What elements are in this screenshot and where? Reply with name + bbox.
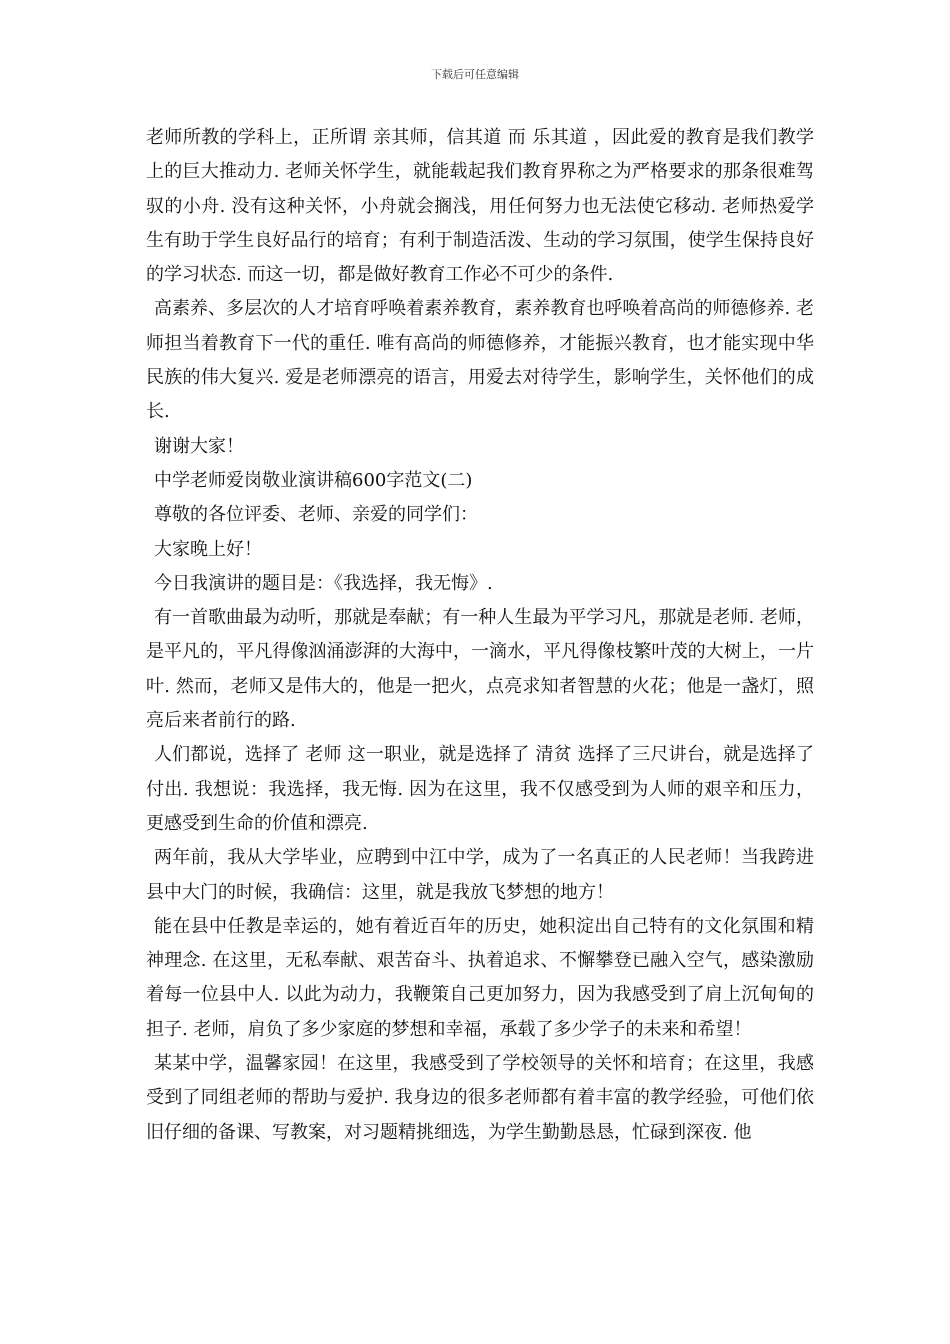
- paragraph: 今日我演讲的题目是：《我选择，我无悔》.: [154, 572, 493, 594]
- document-body: [146, 121, 814, 1150]
- paragraph: 尊敬的各位评委、老师、亲爱的同学们：: [154, 504, 478, 526]
- paragraph: 某某中学，温馨家园！在这里，我感受到了学校领导的关怀和培育；在这里，我感受到了同组老师的帮助与爱护. 我身边的很多老师都有着丰富的教学经验，可他们依旧仔细的备课、写教案，对习题精挑细选，为学生勤勤恳恳，忙碌到深夜. 他: [146, 1053, 814, 1143]
- paragraph: 有一首歌曲最为动听，那就是奉献；有一种人生最为平学习凡，那就是老师. 老师，是平凡的，平凡得像汹涌澎湃的大海中，一滴水，平凡得像枝繁叶茂的大树上，一片叶. 然而，老师又是伟大的，他是一把火，点亮求知者智慧的火花；他是一盏灯，照亮后来者前行的路.: [146, 607, 814, 732]
- paragraph: 老师所教的学科上，正所谓 亲其师，信其道 而 乐其道 ，因此爱的教育是我们教学上的巨大推动力. 老师关怀学生，就能载起我们教育界称之为严格要求的那条很难驾驭的小舟. 没有这种关怀，小舟就会搁浅，用任何努力也无法使它移动. 老师热爱学生有助于学生良好品行的培育；有利于制造活泼、生动的学习氛围，使学生保持良好的学习状态. 而这一切，都是做好教育工作必不可少的条件.: [146, 127, 814, 286]
- paragraph: 人们都说，选择了 老师 这一职业，就是选择了 清贫 选择了三尺讲台，就是选择了付出. 我想说：我选择，我无悔. 因为在这里，我不仅感受到为人师的艰辛和压力，更感受到生命的价值和漂亮.: [146, 744, 814, 834]
- paragraph: 能在县中任教是幸运的，她有着近百年的历史，她积淀出自己特有的文化氛围和精神理念. 在这里，无私奉献、艰苦奋斗、执着追求、不懈攀登已融入空气，感染激励着每一位县中人. 以此为动力，我鞭策自己更加努力，因为我感受到了肩上沉甸甸的担子. 老师，肩负了多少家庭的梦想和幸福，承载了多少学子的未来和希望！: [146, 915, 814, 1040]
- paragraph: 两年前，我从大学毕业，应聘到中江中学，成为了一名真正的人民老师！当我跨进县中大门的时候，我确信：这里，就是我放飞梦想的地方！: [146, 847, 814, 903]
- page-header: 下载后可任意编辑: [431, 68, 519, 81]
- section-heading: 中学老师爱岗敬业演讲稿600字范文(二): [154, 469, 473, 491]
- paragraph: 谢谢大家！: [154, 435, 244, 457]
- paragraph: 高素养、多层次的人才培育呼唤着素养教育，素养教育也呼唤着高尚的师德修养. 老师担当着教育下一代的重任. 唯有高尚的师德修养，才能振兴教育，也才能实现中华民族的伟大复兴. 爱是老师漂亮的语言，用爱去对待学生，影响学生，关怀他们的成长.: [146, 298, 814, 423]
- paragraph: 大家晚上好！: [154, 538, 262, 560]
